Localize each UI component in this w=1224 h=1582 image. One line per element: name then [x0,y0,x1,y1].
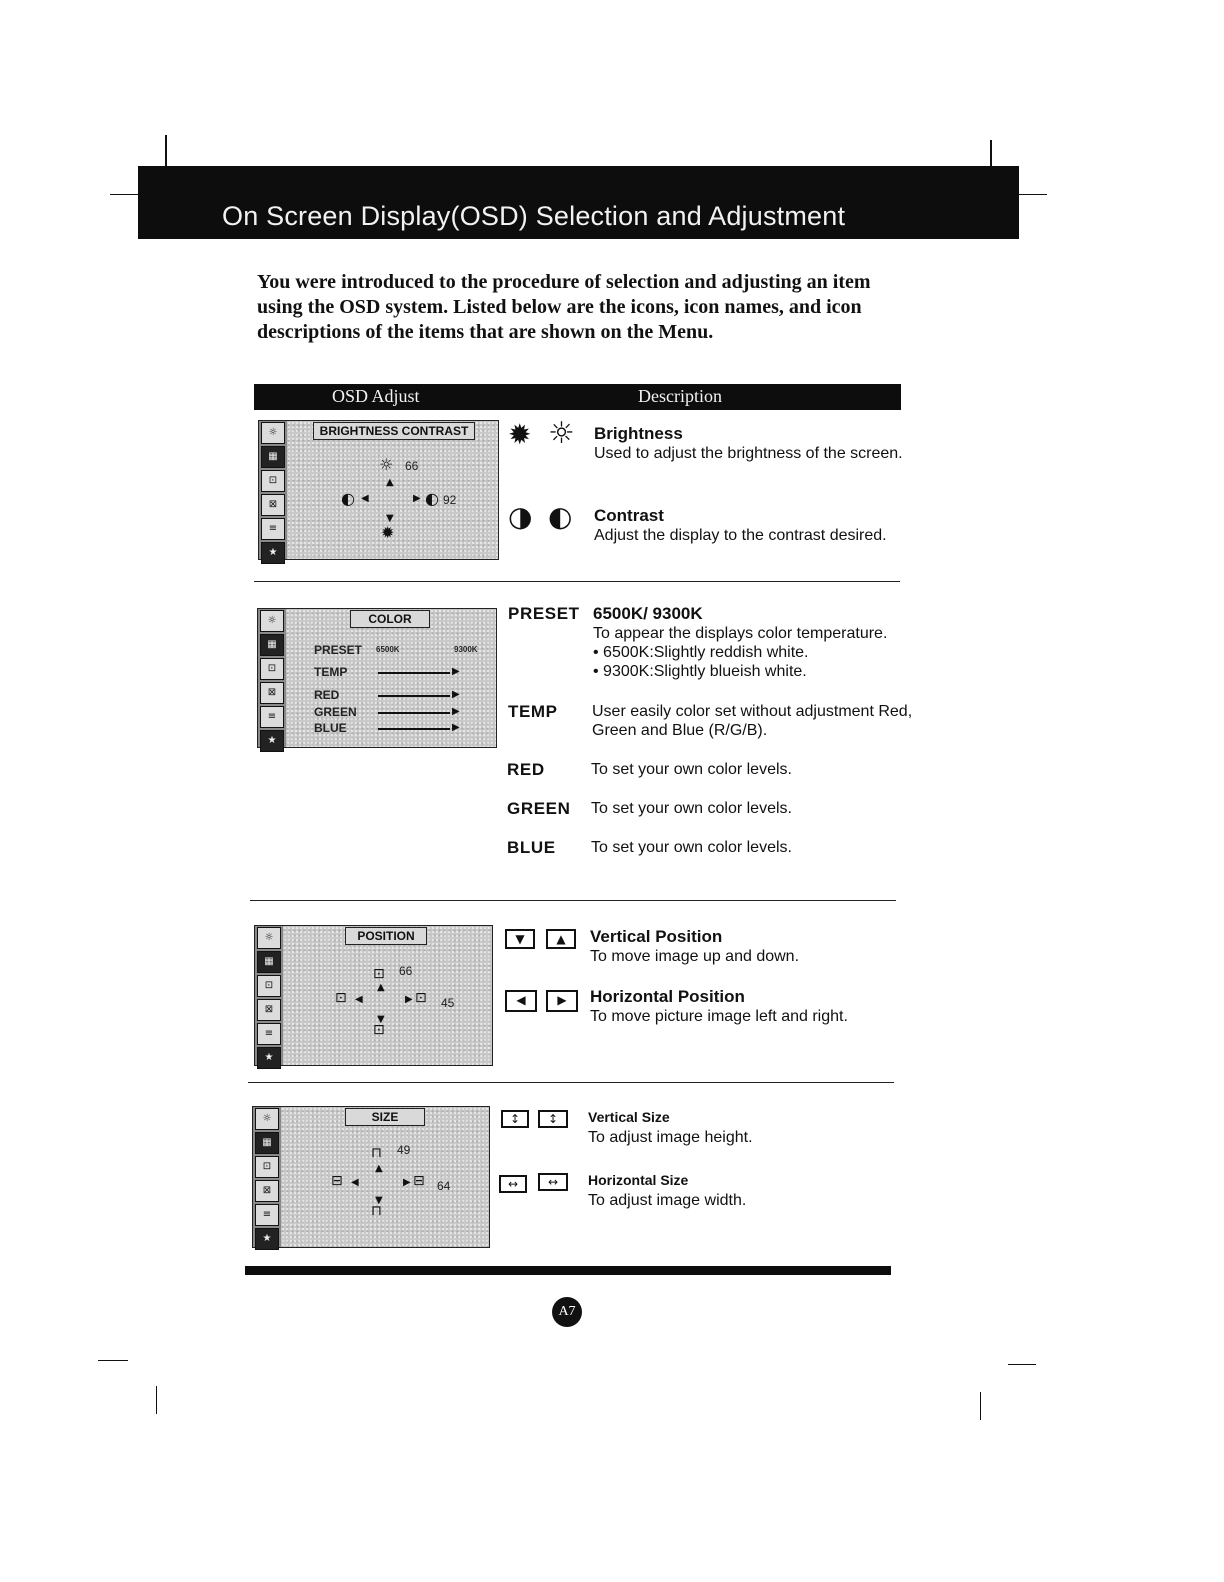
menu-tracking-icon: ≡ [257,1023,281,1045]
crop-mark [165,135,167,167]
horizontal-size-title: Horizontal Size [588,1172,689,1188]
menu-brightness-icon: ☼ [255,1108,279,1130]
menu-color-icon: ▦ [260,634,284,656]
menu-size-icon: ⊠ [260,682,284,704]
crop-mark [110,194,138,195]
osd-color-screen [257,608,497,748]
position-left-icon: ⊡ [335,990,347,1006]
osd-menu-sidebar [255,926,283,1065]
vsize-expand-icon: ⊓ [371,1145,382,1161]
section-divider [248,1082,894,1083]
position-down-icon: ⊡ [373,1022,385,1038]
temp-description-line2: Green and Blue (R/G/B). [592,722,768,739]
contrast-value: 92 [443,493,457,507]
horizontal-size-description: To adjust image width. [588,1192,747,1209]
position-up-icon: ⊡ [373,966,385,982]
contrast-outline-icon: ◑ [508,500,533,533]
arrow-left-icon: ◀ [351,1177,359,1188]
menu-position-icon: ⊡ [255,1156,279,1178]
brightness-title: Brightness [594,424,683,443]
page-number-badge: A7 [552,1297,582,1327]
menu-size-icon: ⊠ [255,1180,279,1202]
arrow-right-icon: ▶ [405,994,413,1005]
osd-menu-sidebar [253,1107,281,1247]
arrow-left-icon: ◀ [355,994,363,1005]
temp-description-line1: User easily color set without adjustment Red, [592,703,913,720]
arrow-down-icon: ▼ [375,1195,383,1206]
brightness-value: 66 [405,459,419,473]
osd-slider-track [378,712,450,714]
osd-slider-track [378,728,450,730]
vertical-position-title: Vertical Position [590,927,723,946]
hsize-expand-icon: ⊟ [413,1173,425,1189]
section-divider [250,900,896,901]
sun-outline-icon: ☼ [379,455,394,474]
menu-special-icon: ★ [261,542,285,564]
green-key: GREEN [507,799,571,818]
brightness-description: Used to adjust the brightness of the screen. [594,445,903,462]
menu-position-icon: ⊡ [257,975,281,997]
vsize-expand-icon: ↕ [538,1110,568,1128]
arrow-up-icon: ▲ [377,982,385,993]
arrow-right-icon: ▶ [452,689,460,700]
arrow-right-icon: ▶ [452,722,460,733]
arrow-right-icon: ▶ [413,493,421,504]
column-header-osd-adjust: OSD Adjust [332,386,420,406]
contrast-half-icon: ◐ [425,489,439,508]
section-divider [254,581,900,582]
menu-brightness-icon: ☼ [257,927,281,949]
menu-tracking-icon: ≡ [260,706,284,728]
crop-mark [1008,1364,1036,1365]
osd-title: SIZE [345,1108,425,1126]
horizontal-position-title: Horizontal Position [590,987,745,1006]
menu-special-icon: ★ [255,1228,279,1250]
contrast-half-icon: ◐ [548,500,573,533]
position-right-icon: ⊡ [415,990,427,1006]
menu-color-icon: ▦ [261,446,285,468]
osd-row-temp: TEMP [314,665,348,679]
arrow-down-icon: ▼ [386,513,394,524]
arrow-down-icon: ▼ [377,1014,385,1025]
temp-key: TEMP [508,702,558,721]
intro-paragraph: You were introduced to the procedure of selection and adjusting an item using the OSD system. Listed below are the icons, icon names, and icon descriptions of the items that are shown on the Menu. [257,271,871,343]
position-left-icon: ◀ [505,990,537,1012]
osd-brightness-contrast-screen [258,420,499,560]
green-description: To set your own color levels. [591,800,792,817]
position-up-icon: ▲ [546,929,576,949]
preset-bullet-9300k: • 9300K:Slightly blueish white. [593,663,807,680]
crop-mark [990,140,992,167]
menu-brightness-icon: ☼ [260,610,284,632]
menu-tracking-icon: ≡ [261,518,285,540]
blue-description: To set your own color levels. [591,839,792,856]
menu-size-icon: ⊠ [257,999,281,1021]
bottom-rule [245,1266,891,1275]
contrast-title: Contrast [594,506,664,525]
menu-special-icon: ★ [260,730,284,752]
osd-title: BRIGHTNESS CONTRAST [313,422,475,440]
menu-color-icon: ▦ [257,951,281,973]
menu-special-icon: ★ [257,1047,281,1069]
arrow-right-icon: ▶ [403,1177,411,1188]
osd-row-green: GREEN [314,705,357,719]
osd-row-blue: BLUE [314,721,347,735]
crop-mark [98,1360,128,1361]
osd-slider-track [378,695,450,697]
position-right-icon: ▶ [546,990,578,1012]
blue-key: BLUE [507,838,556,857]
horizontal-size-value: 64 [437,1179,451,1193]
osd-row-red: RED [314,688,340,702]
sun-filled-icon: ✹ [508,418,532,451]
crop-mark [980,1392,981,1420]
osd-title: POSITION [345,927,427,945]
osd-row-preset: PRESET [314,643,363,657]
horizontal-position-description: To move picture image left and right. [590,1008,848,1025]
crop-mark [1019,194,1047,195]
osd-title: COLOR [350,610,430,628]
menu-position-icon: ⊡ [260,658,284,680]
osd-menu-sidebar [259,421,287,559]
crop-mark [156,1386,157,1414]
menu-tracking-icon: ≡ [255,1204,279,1226]
vsize-shrink-icon: ↕ [501,1110,529,1128]
menu-size-icon: ⊠ [261,494,285,516]
red-description: To set your own color levels. [591,761,792,778]
page-title: On Screen Display(OSD) Selection and Adjustment [222,201,846,231]
preset-title: 6500K/ 9300K [593,604,703,623]
osd-slider-track [378,672,450,674]
vertical-position-description: To move image up and down. [590,948,800,965]
arrow-right-icon: ▶ [452,666,460,677]
arrow-left-icon: ◀ [361,493,369,504]
contrast-description: Adjust the display to the contrast desired. [594,527,887,544]
preset-key: PRESET [508,604,580,623]
hsize-shrink-icon: ↔ [499,1175,527,1193]
hsize-expand-icon: ↔ [538,1173,568,1191]
arrow-up-icon: ▲ [375,1163,383,1174]
osd-position-screen [254,925,493,1066]
osd-size-screen [252,1106,490,1248]
vertical-size-value: 49 [397,1143,411,1157]
vertical-size-title: Vertical Size [588,1109,670,1125]
preset-description: To appear the displays color temperature. [593,625,888,642]
position-down-icon: ▼ [505,929,535,949]
horizontal-position-value: 45 [441,996,455,1010]
hsize-shrink-icon: ⊟ [331,1173,343,1189]
arrow-right-icon: ▶ [452,706,460,717]
menu-position-icon: ⊡ [261,470,285,492]
column-header-description: Description [638,386,722,406]
osd-preset-6500k: 6500K [376,645,400,654]
preset-bullet-6500k: • 6500K:Slightly reddish white. [593,644,809,661]
menu-color-icon: ▦ [255,1132,279,1154]
osd-menu-sidebar [258,609,286,747]
sun-outline-icon: ☼ [548,416,575,451]
vertical-position-value: 66 [399,964,413,978]
sun-filled-icon: ✹ [381,523,395,542]
arrow-up-icon: ▲ [386,477,394,488]
red-key: RED [507,760,545,779]
table-header [254,384,901,410]
vsize-shrink-icon: ⊓ [371,1203,382,1219]
vertical-size-description: To adjust image height. [588,1129,753,1146]
contrast-half-icon: ◐ [341,489,355,508]
menu-brightness-icon: ☼ [261,422,285,444]
osd-preset-9300k: 9300K [454,645,478,654]
header-bar [138,166,1019,239]
